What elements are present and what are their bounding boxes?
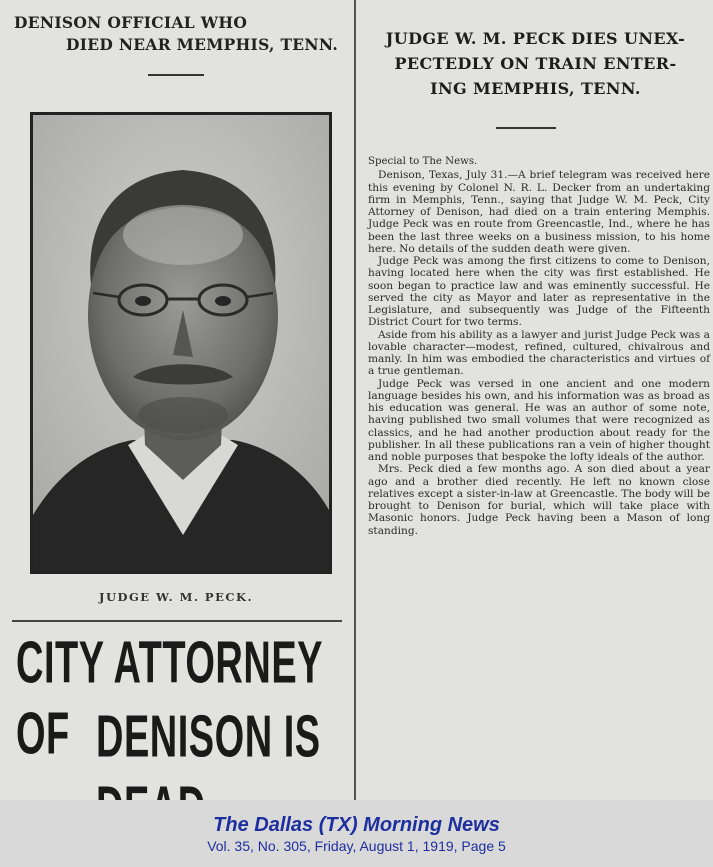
- special-credit: Special to The News.: [368, 156, 478, 167]
- left-headline-line1: DENISON OFFICIAL WHO: [14, 13, 248, 32]
- big-headline-line2: DENISON IS: [96, 705, 321, 771]
- right-headline-line2: PECTEDLY ON TRAIN ENTER-: [394, 54, 677, 73]
- left-column: [0, 0, 352, 800]
- caption-rule: [12, 620, 342, 622]
- right-headline-line3: ING MEMPHIS, TENN.: [430, 79, 641, 98]
- big-headline-line1: CITY ATTORNEY OF: [16, 631, 323, 768]
- article-paragraph: Judge Peck was versed in one ancient and one modern language besides his own, and his information was as broad as his education was general. He was an author of some note, having published two small volumes that were recognized as classics, and he had another production about ready for the publisher. In all these publications ran a vein of higher thought and noble purposes that bespoke the lofty ideals of the author.: [368, 377, 710, 463]
- left-headline-line2: DIED NEAR MEMPHIS, TENN.: [66, 35, 339, 54]
- article-paragraph: Denison, Texas, July 31.—A brief telegram was received here this evening by Colonel N. R. L. Decker from an undertaking firm in Memphis, Tenn., saying that Judge W. M. Peck, City Attorney of Denison, had died on a train entering Memphis. Judge Peck was en route from Greencastle, Ind., where he has been the last three weeks on a business mission, to his home here. No details of the sudden death were given.: [368, 169, 710, 255]
- portrait-photo: [30, 112, 332, 574]
- source-footer: [0, 800, 713, 867]
- right-headline-line1: JUDGE W. M. PECK DIES UNEX-: [385, 29, 686, 48]
- source-citation: Vol. 35, No. 305, Friday, August 1, 1919, Page 5: [207, 838, 506, 854]
- portrait-image: [33, 115, 329, 571]
- article-paragraph: Judge Peck was among the first citizens to come to Denison, having located here when the city was first established. He soon began to practice law and was eminently successful. He served the city as Mayor and later as representative in the Legislature, and subsequently was Judge of the Fifteenth District Court for two terms.: [368, 255, 710, 329]
- source-title: The Dallas (TX) Morning News: [213, 814, 500, 836]
- article-paragraph: Mrs. Peck died a few months ago. A son died about a year ago and a brother died recently. He left no known close relatives except a sister-in-law at Greencastle. The body will be brought to Denison for burial, which will take place with Masonic honors. Judge Peck having been a Mason of long standing.: [368, 463, 710, 537]
- photo-caption: JUDGE W. M. PECK.: [99, 590, 253, 604]
- column-divider: [354, 0, 356, 800]
- right-column: [358, 0, 713, 800]
- left-headline: [10, 12, 350, 56]
- right-headline: [358, 26, 713, 101]
- article-body: [368, 156, 710, 537]
- right-head-divider: [496, 127, 556, 129]
- left-head-divider: [148, 74, 204, 76]
- article-paragraph: Aside from his ability as a lawyer and jurist Judge Peck was a lovable character—modest, refined, cultured, chivalrous and manly. In him was embodied the characteristics and virtues of a true gentleman.: [368, 328, 710, 378]
